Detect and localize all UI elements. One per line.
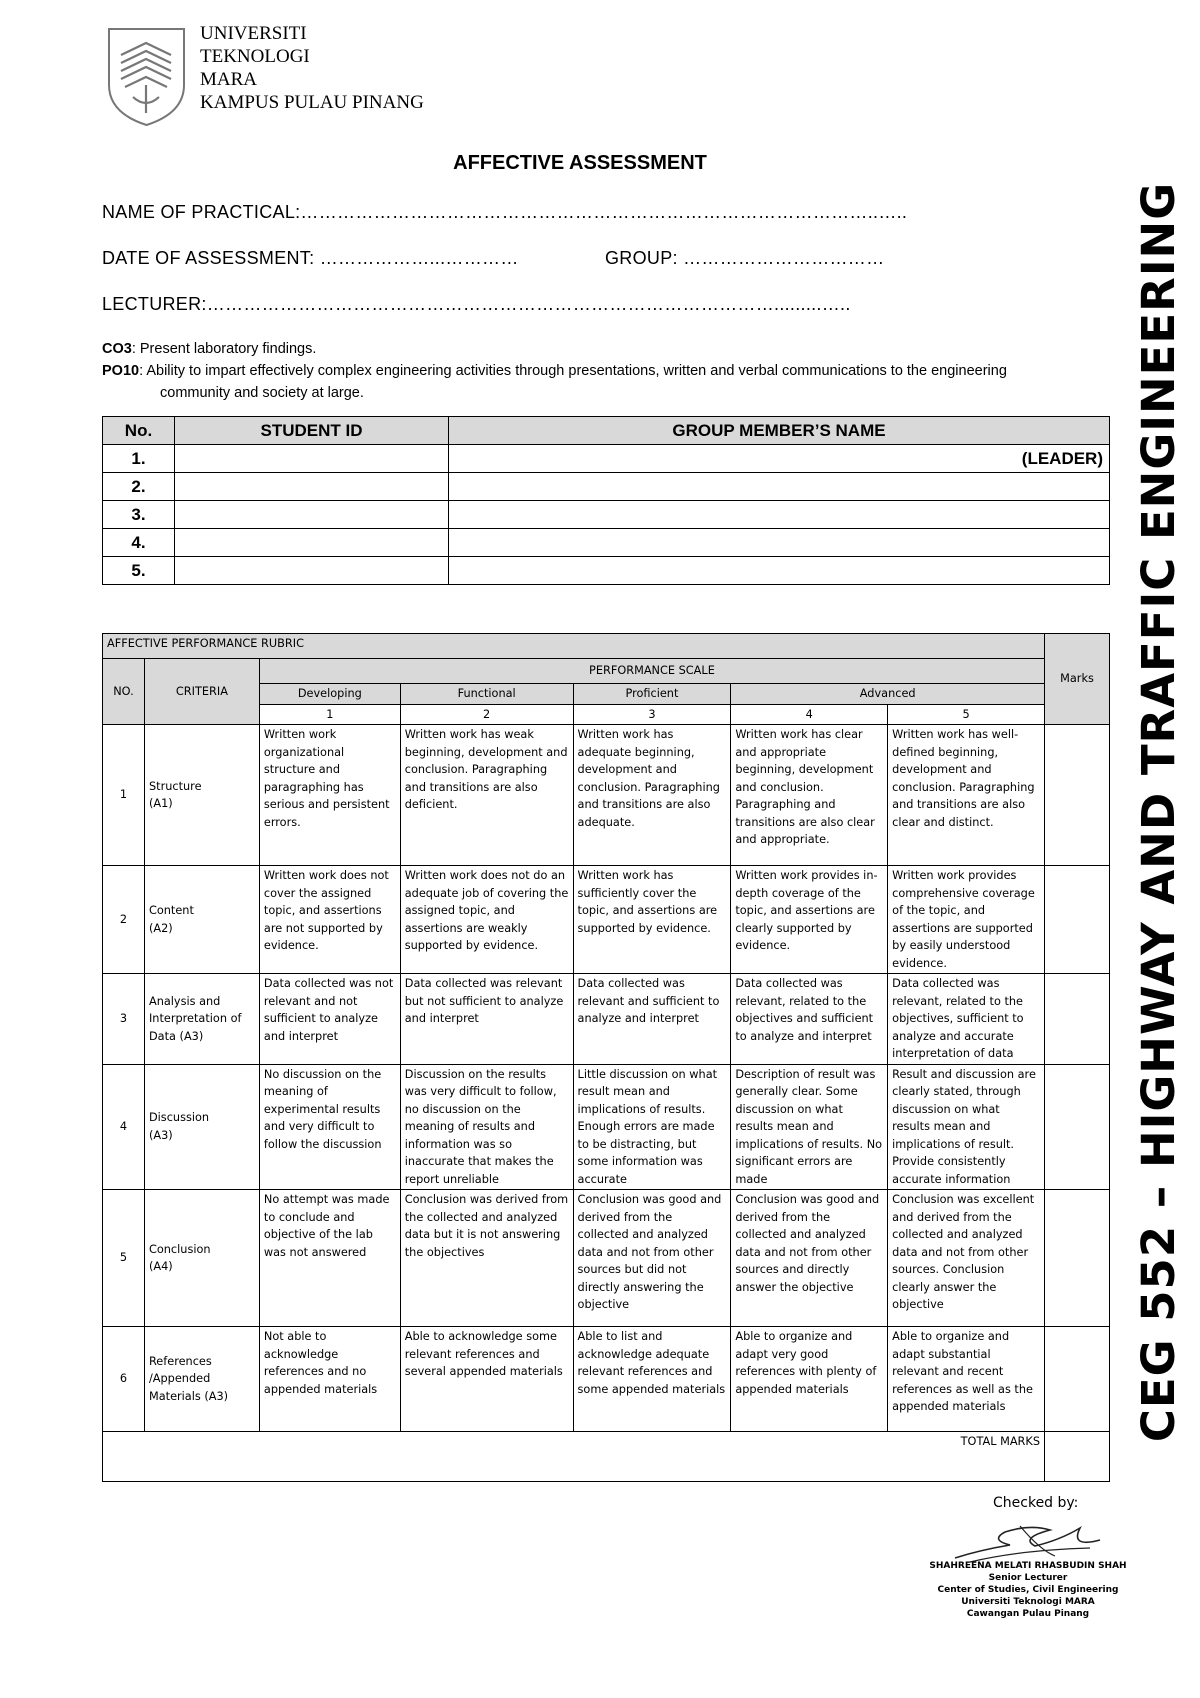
rubric-row — [103, 1190, 1110, 1327]
rubric-row — [103, 725, 1110, 866]
rubric-row-number: 1 — [103, 725, 145, 866]
course-title-vertical: CEG 552 – HIGHWAY AND TRAFFIC ENGINEERING — [1132, 181, 1185, 1443]
rubric-descriptor: Written work has clear and appropriate beginning, development and conclusion. Paragraphing and transitions are also clear and appropriate. — [731, 725, 888, 866]
rubric-criteria-header: CRITERIA — [144, 659, 259, 725]
course-side-banner — [1128, 70, 1190, 1555]
total-marks-row — [103, 1432, 1110, 1482]
stamp-line: Senior Lecturer — [988, 1573, 1068, 1583]
score-4: 4 — [731, 704, 888, 725]
rubric-descriptor: Written work organizational structure and paragraphing has serious and persistent errors. — [259, 725, 400, 866]
checked-by-label: Checked by: — [993, 1495, 1079, 1511]
po10-code: PO10 — [102, 363, 140, 379]
rubric-descriptor: Able to organize and adapt very good references with plenty of appended materials — [731, 1327, 888, 1432]
rubric-descriptor: Written work does not cover the assigned topic, and assertions are not supported by evidence. — [259, 866, 400, 974]
rubric-row-number: 5 — [103, 1190, 145, 1327]
marks-cell[interactable] — [1045, 1064, 1110, 1190]
marks-header: Marks — [1045, 634, 1110, 725]
rubric-row-number: 4 — [103, 1064, 145, 1190]
rubric-descriptor: Conclusion was derived from the collected and analyzed data but it is not answering the objectives — [400, 1190, 573, 1327]
rubric-criterion: Analysis and Interpretation of Data (A3) — [144, 974, 259, 1065]
rubric-descriptor: No attempt was made to conclude and objective of the lab was not answered — [259, 1190, 400, 1327]
header-no: No. — [103, 417, 175, 445]
rubric-scale-row — [103, 659, 1110, 684]
rubric-descriptor: Written work has well-defined beginning, development and conclusion. Paragraphing and transitions are also clear and distinct. — [888, 725, 1045, 866]
rubric-no-header: NO. — [103, 659, 145, 725]
rubric-descriptor: Little discussion on what result mean and implications of results. Enough errors are made to be distracting, but some information was accurate — [573, 1064, 731, 1190]
rubric-descriptor: Written work has weak beginning, development and conclusion. Paragraphing and transitions are also deficient. — [400, 725, 573, 866]
rubric-row — [103, 1327, 1110, 1432]
marks-cell[interactable] — [1045, 725, 1110, 866]
member-name-cell[interactable] — [449, 473, 1110, 501]
rubric-row — [103, 1064, 1110, 1190]
header-member-name: GROUP MEMBER’S NAME — [449, 417, 1110, 445]
total-marks-label: TOTAL MARKS — [103, 1432, 1045, 1482]
marks-cell[interactable] — [1045, 866, 1110, 974]
rubric-row — [103, 974, 1110, 1065]
marks-cell[interactable] — [1045, 974, 1110, 1065]
co3-text: : Present laboratory findings. — [131, 341, 317, 357]
member-number: 2. — [103, 473, 175, 501]
page-title: AFFECTIVE ASSESSMENT — [453, 152, 707, 174]
student-id-cell[interactable] — [175, 445, 449, 473]
rubric-caption-row — [103, 634, 1110, 659]
student-id-cell[interactable] — [175, 473, 449, 501]
po10-text: : Ability to impart effectively complex engineering activities through presentations, written and verbal communications to the engineering — [139, 363, 1007, 379]
rubric-descriptor: Able to acknowledge some relevant references and several appended materials — [400, 1327, 573, 1432]
affective-rubric-table — [102, 633, 1110, 1482]
rubric-descriptor: Conclusion was excellent and derived from the collected and analyzed data and not from other sources. Conclusion clearly answer the objective — [888, 1190, 1045, 1327]
rubric-criterion: Conclusion (A4) — [144, 1190, 259, 1327]
score-3: 3 — [573, 704, 731, 725]
rubric-criterion: Content (A2) — [144, 866, 259, 974]
rubric-descriptor: Conclusion was good and derived from the collected and analyzed data and not from other sources and directly answer the objective — [731, 1190, 888, 1327]
rubric-descriptor: Able to list and acknowledge adequate relevant references and some appended materials — [573, 1327, 731, 1432]
header-student-id: STUDENT ID — [175, 417, 449, 445]
lecturer-signature — [950, 1520, 1110, 1565]
rubric-descriptor: Description of result was generally clear. Some discussion on what results mean and implications of results. No significant errors are made — [731, 1064, 888, 1190]
member-name-cell[interactable] — [449, 557, 1110, 585]
score-5: 5 — [888, 704, 1045, 725]
student-id-cell[interactable] — [175, 501, 449, 529]
rubric-descriptor: Written work provides in-depth coverage of the topic, and assertions are clearly supported by evidence. — [731, 866, 888, 974]
lecturer-stamp — [928, 1560, 1128, 1620]
rubric-descriptor: Data collected was relevant but not sufficient to analyze and interpret — [400, 974, 573, 1065]
level-functional: Functional — [400, 684, 573, 705]
rubric-descriptor: Conclusion was good and derived from the collected and analyzed data and not from other sources but did not directly answering the objective — [573, 1190, 731, 1327]
rubric-descriptor: Able to organize and adapt substantial relevant and recent references as well as the appended materials — [888, 1327, 1045, 1432]
member-row — [103, 557, 1110, 585]
member-number: 3. — [103, 501, 175, 529]
rubric-descriptor: Data collected was relevant and sufficient to analyze and interpret — [573, 974, 731, 1065]
co3-code: CO3 — [102, 341, 132, 357]
member-number: 4. — [103, 529, 175, 557]
program-outcome-po10 — [102, 363, 1007, 379]
stamp-line: Center of Studies, Civil Engineering — [937, 1585, 1119, 1595]
member-name-cell[interactable] — [449, 445, 1110, 473]
score-2: 2 — [400, 704, 573, 725]
rubric-descriptor: Written work provides comprehensive coverage of the topic, and assertions are supported by easily understood evidence. — [888, 866, 1045, 974]
rubric-descriptor: Written work has sufficiently cover the topic, and assertions are supported by evidence. — [573, 866, 731, 974]
rubric-criterion: References /Appended Materials (A3) — [144, 1327, 259, 1432]
member-row — [103, 529, 1110, 557]
rubric-criterion: Discussion (A3) — [144, 1064, 259, 1190]
rubric-descriptor: Data collected was relevant, related to the objectives and sufficient to analyze and interpret — [731, 974, 888, 1065]
rubric-criterion: Structure (A1) — [144, 725, 259, 866]
rubric-descriptor: Data collected was not relevant and not sufficient to analyze and interpret — [259, 974, 400, 1065]
stamp-line: Cawangan Pulau Pinang — [966, 1609, 1090, 1619]
assessment-date-field[interactable]: DATE OF ASSESSMENT: ………………...………… — [102, 248, 519, 268]
rubric-row-number: 3 — [103, 974, 145, 1065]
stamp-line: SHAHREENA MELATI RHASBUDIN SHAH — [929, 1561, 1127, 1571]
score-1: 1 — [259, 704, 400, 725]
rubric-row-number: 6 — [103, 1327, 145, 1432]
student-id-cell[interactable] — [175, 529, 449, 557]
rubric-descriptor: Written work does not do an adequate job of covering the assigned topic, and assertions are weakly supported by evidence. — [400, 866, 573, 974]
university-name — [200, 22, 424, 114]
student-id-cell[interactable] — [175, 557, 449, 585]
stamp-line: Universiti Teknologi MARA — [961, 1597, 1095, 1607]
level-advanced: Advanced — [731, 684, 1045, 705]
marks-cell[interactable] — [1045, 1190, 1110, 1327]
practical-name-field[interactable]: NAME OF PRACTICAL:…………………………………………………………………………………..….. — [102, 202, 908, 222]
level-proficient: Proficient — [573, 684, 731, 705]
rubric-descriptor: Not able to acknowledge references and no appended materials — [259, 1327, 400, 1432]
group-members-table — [102, 416, 1110, 585]
member-row — [103, 445, 1110, 473]
members-header-row — [103, 417, 1110, 445]
university-line: UNIVERSITI — [200, 23, 307, 44]
member-row — [103, 501, 1110, 529]
rubric-row-number: 2 — [103, 866, 145, 974]
member-row — [103, 473, 1110, 501]
university-line: MARA — [200, 69, 258, 90]
rubric-descriptor: No discussion on the meaning of experimental results and very difficult to follow the discussion — [259, 1064, 400, 1190]
leader-label: (LEADER) — [1021, 448, 1103, 468]
lecturer-field[interactable]: LECTURER:………………………………………………………………………………….........….. — [102, 294, 851, 314]
rubric-descriptor: Result and discussion are clearly stated, through discussion on what results mean and implications of result. Provide consistently accurate information — [888, 1064, 1045, 1190]
po10-text-continued: community and society at large. — [160, 385, 364, 401]
rubric-descriptor: Discussion on the results was very difficult to follow, no discussion on the meaning of results and information was so inaccurate that makes the report unreliable — [400, 1064, 573, 1190]
uitm-logo — [103, 25, 190, 127]
member-number: 1. — [103, 445, 175, 473]
rubric-row — [103, 866, 1110, 974]
rubric-descriptor: Written work has adequate beginning, development and conclusion. Paragraphing and transitions are also adequate. — [573, 725, 731, 866]
course-outcome-co3 — [102, 341, 316, 357]
performance-scale-header: PERFORMANCE SCALE — [259, 659, 1044, 684]
rubric-descriptor: Data collected was relevant, related to the objectives, sufficient to analyze and accurate interpretation of data — [888, 974, 1045, 1065]
member-number: 5. — [103, 557, 175, 585]
marks-cell[interactable] — [1045, 1327, 1110, 1432]
university-line: KAMPUS PULAU PINANG — [200, 92, 424, 113]
member-name-cell[interactable] — [449, 501, 1110, 529]
university-line: TEKNOLOGI — [200, 46, 310, 67]
level-developing: Developing — [259, 684, 400, 705]
group-field[interactable]: GROUP: …………………………… — [605, 248, 885, 268]
rubric-caption: AFFECTIVE PERFORMANCE RUBRIC — [103, 634, 1045, 659]
total-marks-cell[interactable] — [1045, 1432, 1110, 1482]
member-name-cell[interactable] — [449, 529, 1110, 557]
